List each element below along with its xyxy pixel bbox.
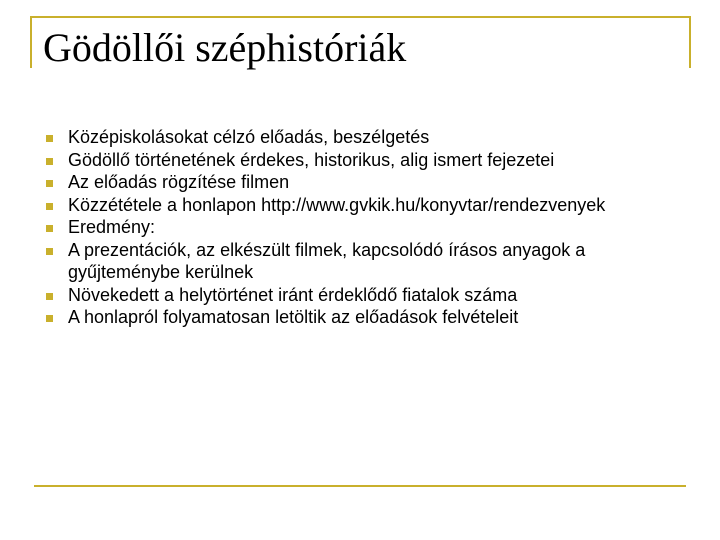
bullet-text: Középiskolásokat célzó előadás, beszélgetés xyxy=(68,127,430,147)
title-frame-right-line xyxy=(689,16,691,68)
bullet-list xyxy=(42,126,692,329)
bullet-item-collection xyxy=(42,239,692,284)
square-bullet-icon xyxy=(46,180,53,187)
square-bullet-icon xyxy=(46,248,53,255)
square-bullet-icon xyxy=(46,203,53,210)
bullet-item-recording xyxy=(42,171,692,194)
bullet-text: Eredmény: xyxy=(68,217,156,237)
square-bullet-icon xyxy=(46,225,53,232)
square-bullet-icon xyxy=(46,135,53,142)
square-bullet-icon xyxy=(46,293,53,300)
bullet-text: Az előadás rögzítése filmen xyxy=(68,172,290,192)
bullet-text: A honlapról folyamatosan letöltik az előadások felvételeit xyxy=(68,307,519,327)
title-frame-left-line xyxy=(30,16,32,68)
bullet-text: Növekedett a helytörténet iránt érdeklődő fiatalok száma xyxy=(68,284,518,305)
bullet-item-downloads xyxy=(42,306,692,329)
bullet-item-publication xyxy=(42,194,692,217)
title-frame-top-line xyxy=(30,16,690,18)
bullet-text: A prezentációk, az elkészült filmek, kapcsolódó írásos anyagok a gyűjteménybe kerülnek xyxy=(68,239,586,282)
square-bullet-icon xyxy=(46,158,53,165)
bullet-item-audience xyxy=(42,126,692,149)
footer-divider-line xyxy=(34,485,686,487)
square-bullet-icon xyxy=(46,315,53,322)
bullet-item-topic xyxy=(42,149,692,172)
bullet-item-interest xyxy=(42,284,692,307)
bullet-text: Gödöllő történetének érdekes, historikus, alig ismert fejezetei xyxy=(68,149,555,170)
bullet-item-result-heading xyxy=(42,216,692,239)
bullet-text: Közzététele a honlapon http://www.gvkik.hu/konyvtar/rendezvenyek xyxy=(68,194,606,215)
slide-title: Gödöllői széphistóriák xyxy=(43,25,407,70)
